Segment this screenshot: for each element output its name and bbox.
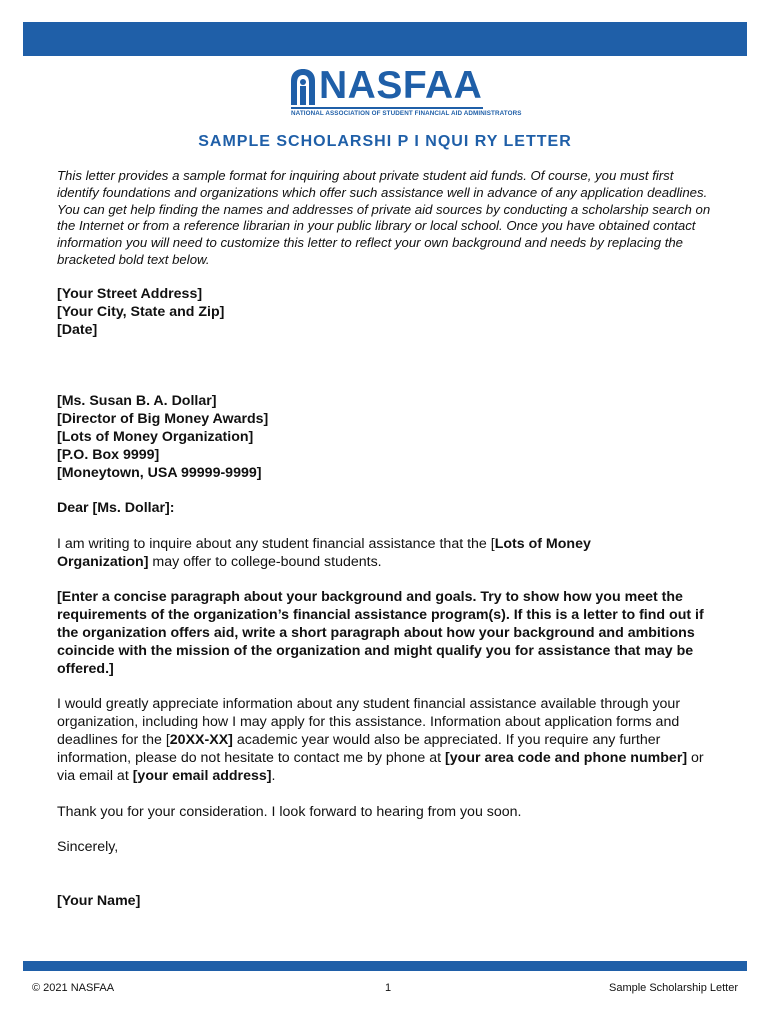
para1-start: I am writing to inquire about any student financial assistance that the [ — [57, 536, 495, 552]
nasfaa-logo — [289, 64, 522, 118]
paragraph-4: Thank you for your consideration. I look forward to hearing from you soon. — [57, 804, 522, 820]
paragraph-3 — [57, 695, 717, 785]
recipient-name: [Ms. Susan B. A. Dollar] — [57, 393, 217, 409]
paragraph-2: [Enter a concise paragraph about your background and goals. Try to show how you meet the requirements of the organization’s financial assistance program(s). If this is a letter to find out if the organization offers aid, write a short paragraph about how your background and ambitions coincide with the mission of the organization and might qualify you for assistance that may be offered.] — [57, 589, 704, 677]
recipient-title: [Director of Big Money Awards] — [57, 411, 269, 427]
intro-paragraph: This letter provides a sample format for inquiring about private student aid funds. Of course, you must first identify foundations and organizations which offer such assistance well in advance of any application deadlines. You can get help finding the names and addresses of private aid sources by conducting a scholarship search on the Internet or from a reference librarian in your public library or local school. Once you have obtained contact information you will need to customize this letter to reflect your own background and needs by replacing the bracketed bold text below. — [57, 168, 711, 267]
signature: [Your Name] — [57, 893, 141, 909]
nasfaa-emblem-icon — [289, 68, 317, 106]
para3-phone: [your area code and phone number] — [445, 750, 688, 766]
recipient-city: [Moneytown, USA 99999-9999] — [57, 465, 262, 481]
page-title: SAMPLE SCHOLARSHI P I NQUI RY LETTER — [198, 133, 572, 150]
footer-copyright: © 2021 NASFAA — [32, 982, 115, 994]
footer-page-number: 1 — [385, 982, 392, 994]
logo-rule — [291, 107, 483, 109]
logo-wordmark: NASFAA — [319, 64, 483, 107]
para3-email: [your email address] — [132, 768, 272, 784]
para3-c: or via email at — [57, 750, 704, 784]
sender-city: [Your City, State and Zip] — [57, 304, 225, 320]
salutation: Dear [Ms. Dollar]: — [57, 500, 175, 516]
logo-subtitle: NATIONAL ASSOCIATION OF STUDENT FINANCIAL AID ADMINISTRATORS — [291, 110, 522, 117]
recipient-box: [P.O. Box 9999] — [57, 447, 160, 463]
footer-band — [23, 961, 747, 971]
recipient-org: [Lots of Money Organization] — [57, 429, 254, 445]
para3-year: 20XX-XX] — [169, 732, 233, 748]
para1-org: Lots of Money Organization] — [57, 536, 591, 570]
recipient-address — [57, 392, 268, 482]
header-band — [23, 22, 747, 56]
sender-street: [Your Street Address] — [57, 286, 203, 302]
footer-doc-title: Sample Scholarship Letter — [608, 982, 738, 994]
para3-b: academic year would also be appreciated. If you require any further information, please do not hesitate to contact me by phone at — [57, 732, 661, 766]
sender-address — [57, 285, 224, 339]
paragraph-1 — [57, 535, 657, 571]
para3-a: I would greatly appreciate information about any student financial assistance available through your organization, including how I may apply for this assistance. Information about application forms and deadlines for the [ — [57, 696, 681, 748]
closing: Sincerely, — [57, 839, 119, 855]
para3-d: . — [271, 768, 276, 784]
para1-end: may offer to college-bound students. — [148, 554, 382, 570]
sender-date: [Date] — [57, 322, 98, 338]
